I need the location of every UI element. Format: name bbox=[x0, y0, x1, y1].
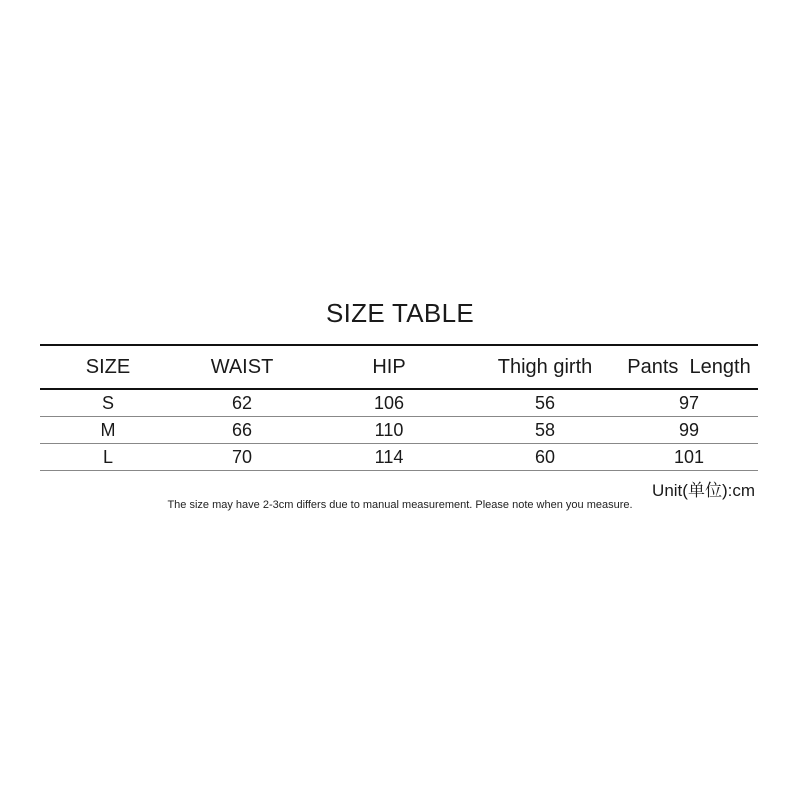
table-header-row bbox=[40, 346, 758, 388]
cell-pants-length: 101 bbox=[673, 446, 705, 467]
cell-hip: 110 bbox=[374, 419, 404, 440]
cell-size: M bbox=[100, 419, 116, 440]
cell-hip: 106 bbox=[373, 392, 405, 413]
cell-size: L bbox=[102, 446, 113, 467]
cell-waist: 62 bbox=[231, 392, 253, 413]
cell-thigh-girth: 60 bbox=[534, 446, 556, 467]
cell-pants-length: 97 bbox=[678, 392, 700, 413]
cell-waist: 70 bbox=[231, 446, 253, 467]
header-thigh-girth: Thigh girth bbox=[497, 355, 593, 378]
table-row bbox=[40, 390, 758, 416]
page-title: SIZE TABLE bbox=[326, 298, 474, 328]
table-row bbox=[40, 417, 758, 443]
header-pants-length: Pants Length bbox=[627, 355, 751, 378]
cell-waist: 66 bbox=[231, 419, 253, 440]
unit-label: Unit(单位):cm bbox=[652, 481, 755, 500]
table-bottom-rule bbox=[40, 470, 758, 471]
header-size: SIZE bbox=[85, 355, 131, 378]
header-waist: WAIST bbox=[210, 355, 274, 378]
size-table bbox=[40, 344, 758, 471]
cell-pants-length: 99 bbox=[678, 419, 700, 440]
cell-size: S bbox=[101, 392, 114, 413]
measurement-note: The size may have 2-3cm differs due to manual measurement. Please note when you measure. bbox=[167, 499, 633, 511]
header-hip: HIP bbox=[372, 355, 406, 378]
table-row bbox=[40, 444, 758, 470]
cell-hip: 114 bbox=[374, 446, 404, 467]
cell-thigh-girth: 56 bbox=[534, 392, 556, 413]
cell-thigh-girth: 58 bbox=[534, 419, 556, 440]
